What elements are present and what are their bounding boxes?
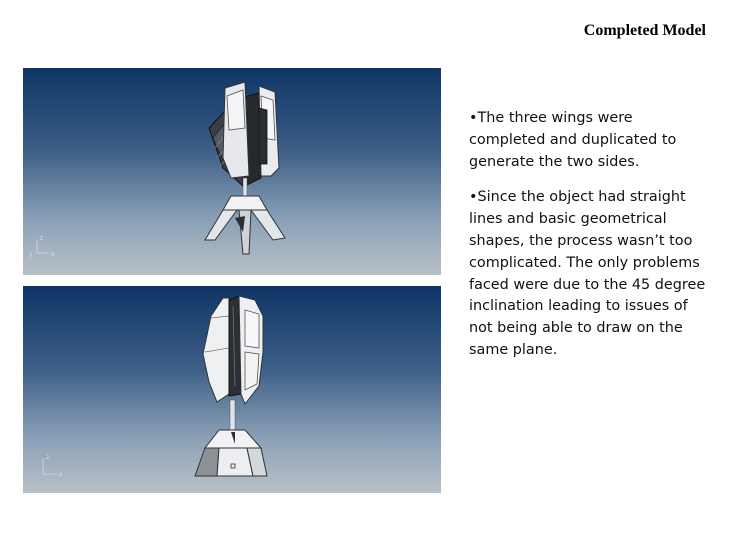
wing-assembly (209, 82, 279, 186)
bullet-text: Since the object had straight lines and basic geometrical shapes, the process wasn’t too complicated. The only problems faced were due to the 45 degree inclination leading to issues of not being able to draw on the same plane. (469, 189, 706, 358)
axis-triad (29, 235, 55, 258)
bullet-text: The three wings were completed and duplicated to generate the two sides. (469, 110, 677, 170)
axis-label-y: y (59, 471, 63, 478)
axis-triad (43, 454, 63, 478)
viewport-perspective[interactable] (23, 68, 441, 275)
slide-title: Completed Model (583, 22, 706, 39)
stem (243, 178, 247, 196)
model-render-1 (23, 68, 441, 275)
bullet-item (469, 108, 709, 173)
axis-label-z: z (40, 235, 44, 242)
axis-label-x: x (51, 251, 55, 258)
axis-label-y: y (29, 251, 33, 258)
base (195, 430, 267, 476)
bullet-marker: • (469, 110, 478, 126)
viewport-front[interactable] (23, 286, 441, 493)
model-render-2 (23, 286, 441, 493)
bullet-marker: • (469, 189, 478, 206)
bullet-list (469, 108, 709, 376)
stem (230, 400, 235, 430)
bullet-item (469, 187, 709, 361)
axis-label-z: z (46, 454, 50, 461)
base-legs (205, 196, 285, 254)
wing-assembly (203, 296, 263, 404)
